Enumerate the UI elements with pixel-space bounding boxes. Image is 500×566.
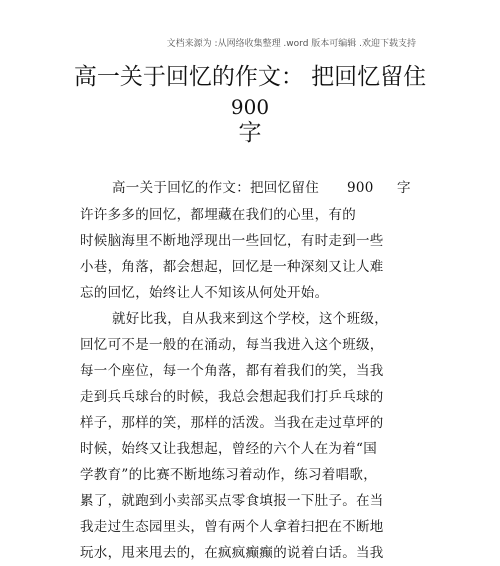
body-line: 时候，始终又让我想起，曾经的六个人在为着“国: [80, 441, 378, 457]
body-line: 玩水，甩来甩去的，在疯疯癫癫的说着白话。当我: [80, 545, 384, 561]
body-line: 学教育”的比赛不断地练习着动作，练习着唱歌，: [80, 467, 378, 483]
header-note: 文档来源为 :从网络收集整理 .word 版本可编辑 .欢迎下载支持: [166, 39, 416, 49]
body-line: 许许多多的回忆，都埋藏在我们的心里，有的: [80, 207, 356, 223]
body-line: 累了，就跑到小卖部买点零食填报一下肚子。在当: [80, 493, 384, 509]
body-line: 我走过生态园里头，曾有两个人拿着扫把在不断地: [80, 519, 384, 535]
body-line: 每一个座位，每一个角落，都有着我们的笑，当我: [80, 363, 384, 379]
body-line: 样子，那样的笑，那样的活泼。当我在走过草坪的: [80, 415, 384, 431]
body-line: 就好比我，自从我来到这个学校，这个班级，: [112, 311, 388, 327]
title-line-3: 字: [238, 120, 262, 146]
body-line: 忘的回忆，始终让人不知该从何处开始。: [80, 285, 329, 301]
body-line: 时候脑海里不断地浮现出一些回忆，有时走到一些: [80, 233, 384, 249]
title-line-1: 高一关于回忆的作文： 把回忆留住: [73, 64, 427, 90]
body-line: 走到兵乓球台的时候，我总会想起我们打乒乓球的: [80, 389, 384, 405]
subtitle-number: 900: [347, 180, 374, 196]
subtitle-text: 高一关于回忆的作文：把回忆留住: [112, 180, 319, 196]
body-line: 小巷，角落，都会想起，回忆是一种深刻又让人难: [80, 259, 384, 275]
title-line-2: 900: [230, 95, 270, 119]
subtitle-suffix: 字: [397, 180, 411, 196]
body-line: 回忆可不是一般的在涌动，每当我进入这个班级，: [80, 337, 384, 353]
